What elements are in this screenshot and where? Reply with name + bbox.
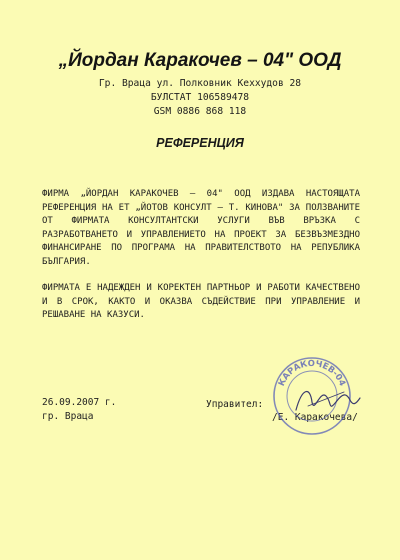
manager-label: Управител: <box>206 399 264 410</box>
reference-paragraph-1: ФИРМА „ЙОРДАН КАРАКОЧЕВ – 04" ООД ИЗДАВА НАСТОЯЩАТА РЕФЕРЕНЦИЯ НА ЕТ „ЙОТОВ КОНСУЛТ – Т. КИНОВА" ЗА ПОЛЗВАНИТЕ ОТ ФИРМАТА КОНСУЛТАНТСКИ УСЛУГИ ВЪВ ВРЪЗКА С РАЗРАБОТВАНЕТО И УПРАВЛЕНИЕТО НА ПРОЕКТ ЗА БЕЗВЪЗМЕЗДНО ФИНАНСИРАНЕ ПО ПРОГРАМА НА ПРАВИТЕЛСТВОТО НА РЕПУБЛИКА БЪЛГАРИЯ. <box>42 189 360 267</box>
company-name: „Йордан Каракочев – 04" ООД <box>58 50 342 71</box>
manager-name: /Е. Каракочева/ <box>272 412 358 423</box>
stamp-text: КАРАКОЧЕВ-04 <box>276 358 348 388</box>
reference-paragraph-2: ФИРМАТА Е НАДЕЖДЕН И КОРЕКТЕН ПАРТНЬОР И РАБОТИ КАЧЕСТВЕНО И В СРОК, КАКТО И ОКАЗВА СЪДЕЙСТВИЕ ПРИ УПРАВЛЕНИЕ И РЕШАВАНЕ НА КАЗУСИ. <box>42 283 360 320</box>
document-title: РЕФЕРЕНЦИЯ <box>156 136 244 150</box>
company-gsm: GSM 0886 868 118 <box>153 106 247 117</box>
issue-date: 26.09.2007 г. <box>42 397 117 408</box>
company-address: Гр. Враца ул. Полковник Кеххудов 28 <box>98 78 302 89</box>
issue-place: гр. Враца <box>42 411 94 422</box>
company-bulstat: БУЛСТАТ 106589478 <box>150 92 250 103</box>
manager-signature <box>292 380 362 420</box>
